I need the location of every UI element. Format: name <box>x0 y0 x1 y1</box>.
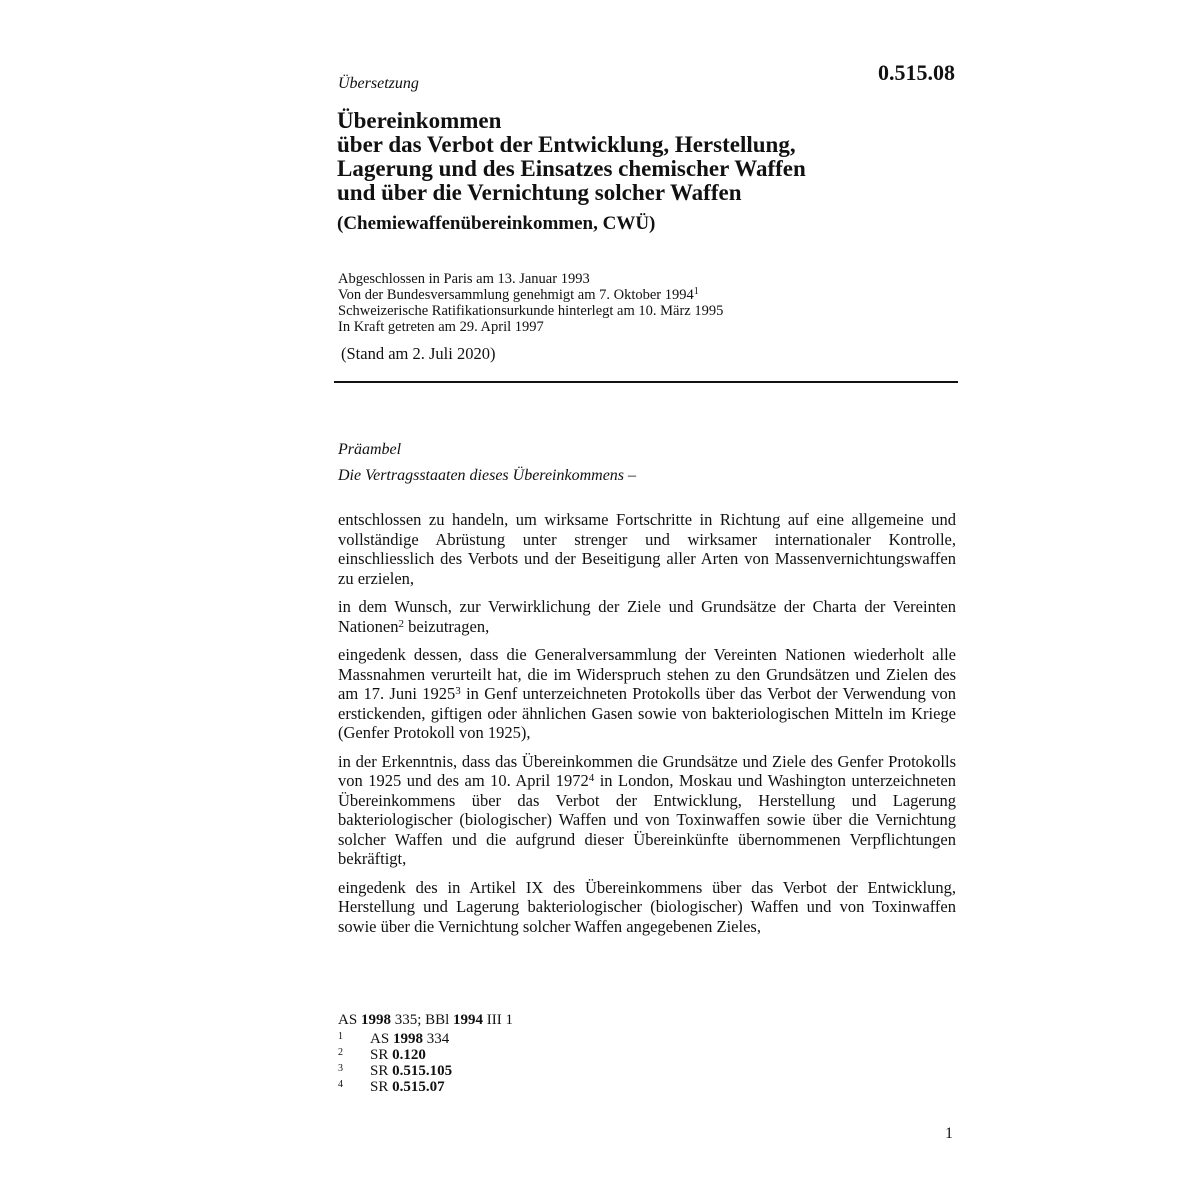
preamble-paragraph: entschlossen zu handeln, um wirksame Fortschritte in Richtung auf eine allgemeine und vollständige Abrüstung unter strenger und wirksamer internationaler Kontrolle, einschliesslich des Verbots und der Beseitigung aller Arten von Massenvernichtungswaffen zu erzielen, <box>338 510 956 588</box>
footnote-ref[interactable]: 3 <box>455 685 461 697</box>
title-line: Übereinkommen <box>337 108 502 133</box>
footnote-text: SR 0.120 <box>370 1047 426 1063</box>
short-title: (Chemiewaffenübereinkommen, CWÜ) <box>337 213 656 234</box>
document-title <box>337 109 897 205</box>
footnote-ref[interactable]: 4 <box>588 772 595 784</box>
footnote-number: 4 <box>338 1079 343 1090</box>
paragraph-text: beizutragen, <box>403 616 490 636</box>
page-number: 1 <box>945 1125 953 1142</box>
preamble-paragraph: eingedenk des in Artikel IX des Übereinkommens über das Verbot der Entwicklung, Herstellung und Lagerung bakteriologischer (biologischer) Waffen und von Toxinwaffen sowie über die Vernichtung solcher Waffen angegebenen Zieles, <box>338 877 956 936</box>
bbl-ref: III 1 <box>486 1012 514 1028</box>
footnote <box>338 1031 452 1047</box>
title-line: über das Verbot der Entwicklung, Herstellung, <box>337 132 796 157</box>
status-date: (Stand am 2. Juli 2020) <box>341 344 496 363</box>
preamble-paragraph <box>338 752 956 869</box>
footnote <box>338 1063 452 1079</box>
document-metadata <box>338 271 723 335</box>
header-divider <box>334 381 958 383</box>
title-line: und über die Vernichtung solcher Waffen <box>337 180 742 205</box>
translation-label: Übersetzung <box>338 75 419 92</box>
approval-text: Von der Bundesversammlung genehmigt am 7. Oktober 1994 <box>338 287 694 303</box>
preamble-paragraph <box>338 645 956 743</box>
footnotes <box>338 1031 452 1095</box>
preamble-paragraph <box>338 597 956 636</box>
source-label: AS <box>338 1012 358 1028</box>
footnote-number: 3 <box>338 1063 343 1074</box>
title-line: Lagerung und des Einsatzes chemischer Waffen <box>337 156 806 181</box>
footnote-number: 2 <box>338 1047 343 1058</box>
sr-number: 0.515.08 <box>878 60 955 85</box>
paragraph-text: in der Erkenntnis, dass das Übereinkommen die Grundsätze und Ziele des Genfer Protokolls von 1925 und des am 10. April 1972 <box>338 751 956 790</box>
paragraph-text: in dem Wunsch, zur Verwirklichung der Ziele und Grundsätze der Charta der Vereinten Nationen <box>338 597 956 636</box>
source-year: 1998 <box>360 1012 391 1028</box>
footnote-text: SR 0.515.07 <box>370 1079 445 1095</box>
bbl-year: 1994 <box>453 1012 484 1028</box>
footnote-number: 1 <box>338 1031 343 1042</box>
preamble-heading: Präambel <box>338 441 402 458</box>
paragraph-text: in London, Moskau und Washington unterzeichneten Übereinkommens über das Verbot der Entwicklung, Herstellung und Lagerung bakteriologischer (biologischer) Waffen und von Toxinwaffen sowie über die Vernichtung solcher Waffen und die aufgrund dieser Übereinkünfte übernommenen Verpflichtungen bekräftigt, <box>338 771 956 868</box>
in-force-date: In Kraft getreten am 29. April 1997 <box>338 319 544 335</box>
footnote-text: AS 1998 334 <box>370 1031 450 1047</box>
paragraph-text: eingedenk dessen, dass die Generalversammlung der Vereinten Nationen wiederholt alle Massnahmen verurteilt hat, die im Widerspruch stehen zu den Grundsätzen und Zielen des am 17. Juni 1925 <box>338 645 956 703</box>
approval-date <box>338 287 723 303</box>
source-page: 335; BBl <box>394 1012 450 1028</box>
preamble-body <box>338 510 956 945</box>
footnote <box>338 1047 452 1063</box>
source-reference <box>338 1012 513 1029</box>
paragraph-text: in Genf unterzeichneten Protokolls über das Verbot der Verwendung von erstickenden, giftigen oder ähnlichen Gasen sowie von bakteriologischen Mitteln im Kriege (Genfer Protokoll von 1925), <box>338 684 956 742</box>
footnote-ref[interactable]: 1 <box>693 286 699 297</box>
footnote <box>338 1079 452 1095</box>
footnote-text: SR 0.515.105 <box>370 1063 453 1079</box>
concluded-date: Abgeschlossen in Paris am 13. Januar 1993 <box>338 271 590 287</box>
preamble-intro: Die Vertragsstaaten dieses Übereinkommens – <box>338 467 637 484</box>
footnote-ref[interactable]: 2 <box>398 617 404 630</box>
ratification-date: Schweizerische Ratifikationsurkunde hinterlegt am 10. März 1995 <box>338 303 724 319</box>
